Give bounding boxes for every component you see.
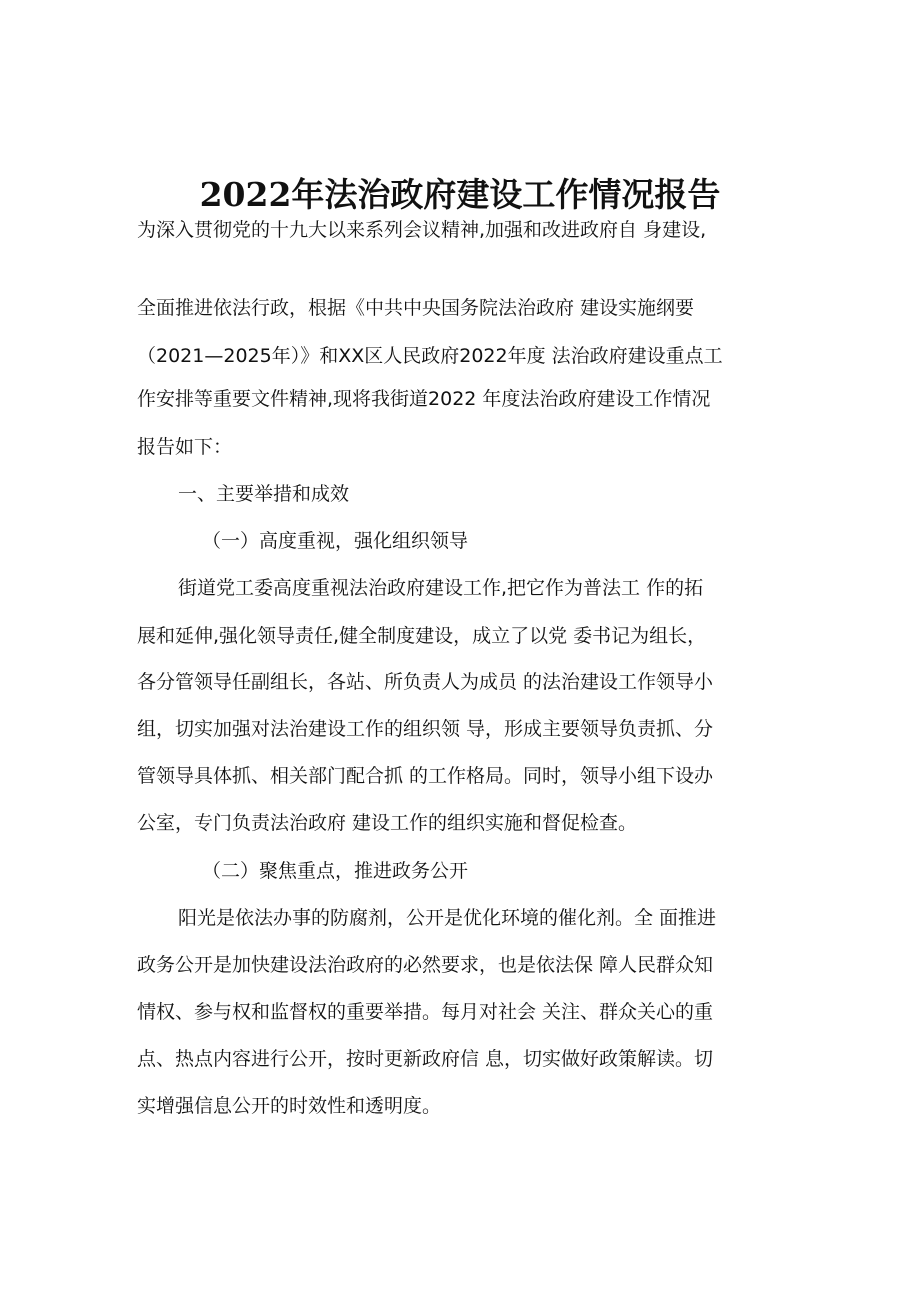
paragraph-line: 政务公开是加快建设法治政府的必然要求，也是依法保 障人民群众知 [137, 954, 714, 976]
paragraph-line: 管领导具体抓、相关部门配合抓 的工作格局。同时，领导小组下设办 [137, 765, 714, 787]
paragraph-line: 点、热点内容进行公开，按时更新政府信 息，切实做好政策解读。切 [137, 1048, 714, 1070]
paragraph-line: 阳光是依法办事的防腐剂，公开是优化环境的催化剂。全 面推进 [178, 907, 717, 929]
paragraph-line: 公室，专门负责法治政府 建设工作的组织实施和督促检查。 [137, 812, 638, 834]
intro-line: 作安排等重要文件精神,现将我街道2022 年度法治政府建设工作情况 [137, 388, 711, 410]
document-title: 2022年法治政府建设工作情况报告 [199, 175, 721, 214]
intro-line: （2021—2025年）》和XX区人民政府2022年度 法治政府建设重点工 [137, 345, 723, 367]
paragraph-line: 展和延伸,强化领导责任,健全制度建设，成立了以党 委书记为组长， [137, 625, 707, 647]
paragraph-line: 街道党工委高度重视法治政府建设工作,把它作为普法工 作的拓 [178, 577, 704, 599]
paragraph-line: 实增强信息公开的时效性和透明度。 [137, 1095, 442, 1117]
paragraph-line: 组，切实加强对法治建设工作的组织领 导，形成主要领导负责抓、分 [137, 718, 714, 740]
intro-line: 报告如下： [137, 436, 233, 458]
paragraph-line: 情权、参与权和监督权的重要举措。每月对社会 关注、群众关心的重 [137, 1001, 714, 1023]
section-heading: 一、主要举措和成效 [178, 483, 350, 505]
paragraph-line: 各分管领导任副组长，各站、所负责人为成员 的法治建设工作领导小 [137, 671, 714, 693]
subsection-heading: （一）高度重视，强化组织领导 [202, 530, 469, 552]
intro-line: 全面推进依法行政，根据《中共中央国务院法治政府 建设实施纲要 [137, 297, 695, 319]
subsection-heading: （二）聚焦重点，推进政务公开 [202, 860, 469, 882]
intro-line: 为深入贯彻党的十九大以来系列会议精神,加强和改进政府自 身建设, [137, 219, 707, 241]
